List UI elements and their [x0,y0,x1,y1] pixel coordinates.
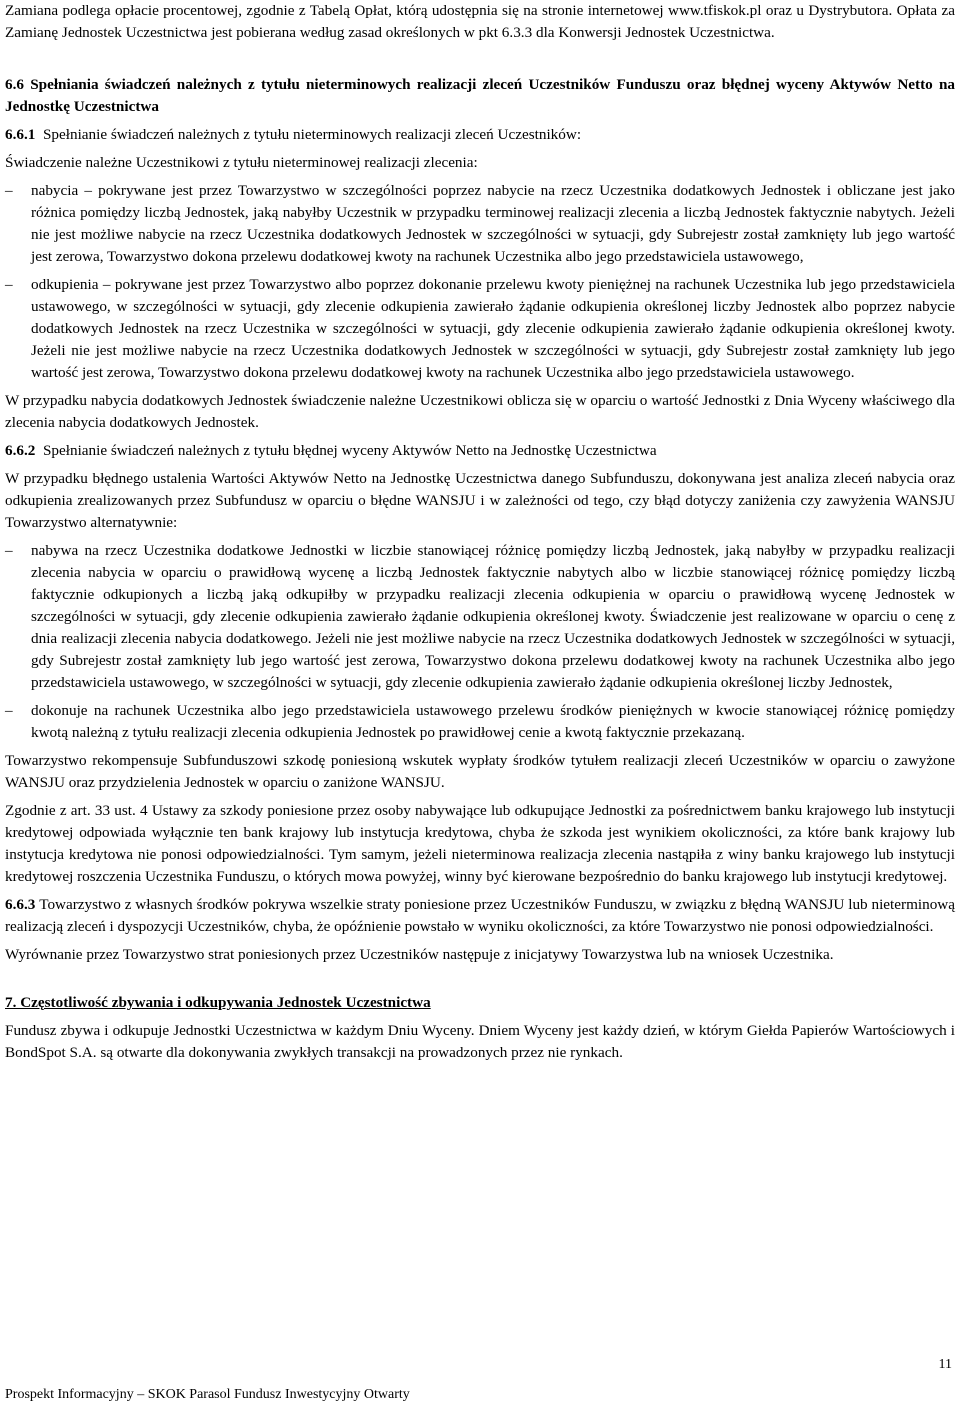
paragraph-swiadczenie: Świadczenie należne Uczestnikowi z tytułu nieterminowej realizacji zlecenia: [5,154,478,171]
intro-paragraph: Zamiana podlega opłacie procentowej, zgodnie z Tabelą Opłat, którą udostępnia się na stronie internetowej www.tfiskok.pl oraz u Dystrybutora. Opłata za Zamianę Jednostek Uczestnictwa jest pobierana według zasad określonych w pkt 6.3.3 dla Konwersji Jednostek Uczestnictwa. [5,2,955,41]
subsection-number: 6.6.2 [5,442,36,459]
document-page [5,0,955,1064]
subsection-title: Spełnianie świadczeń należnych z tytułu nieterminowych realizacji zleceń Uczestników: [42,126,582,143]
paragraph-wyrownanie: Wyrównanie przez Towarzystwo strat poniesionych przez Uczestników następuje z inicjatywy Towarzystwa lub na wniosek Uczestnika. [5,946,834,963]
page-footer [0,1384,960,1404]
bullet-dash: – [5,182,13,199]
list-item-text: dokonuje na rachunek Uczestnika albo jego przedstawiciela ustawowego przelewu środków pieniężnych w kwocie stanowiącej różnicę pomiędzy kwotą należną z tytułu realizacji zlecenia odkupienia Jednostek po prawidłowej cenie a kwotą faktycznie przekazaną. [31,702,955,741]
paragraph-nabycie-dodatkowych: W przypadku nabycia dodatkowych Jednostek świadczenie należne Uczestnikowi oblicza się w oparciu o wartość Jednostki z Dnia Wyceny właściwego dla zlecenia nabycia dodatkowych Jednostek. [5,392,955,431]
list-item [5,540,955,694]
bullet-dash: – [5,542,13,559]
paragraph-art-33: Zgodnie z art. 33 ust. 4 Ustawy za szkody poniesione przez osoby nabywające lub odkupujące Jednostki za pośrednictwem banku krajowego lub instytucji kredytowej odpowiada wyłącznie ten bank krajowy lub instytucja kredytowa, chyba że szkoda jest wynikiem okoliczności, za które bank krajowy lub instytucja kredytowa nie ponosi odpowiedzialności. Tym samym, jeżeli nieterminowa realizacja zlecenia nastąpiła z winy banku krajowego lub instytucji kredytowej roszczenia Uczestnika Funduszu, o których mowa powyżej, winny być kierowane bezpośrednio do banku krajowego lub instytucji kredytowej. [5,802,955,885]
bullet-dash: – [5,276,13,293]
list-item-text: nabycia – pokrywane jest przez Towarzystwo w szczególności poprzez nabycie na rzecz Uczestnika dodatkowych Jednostek i obliczane jest jako różnica pomiędzy liczbą Jednostek, jaką nabyłby Uczestnik w przypadku terminowej realizacji zlecenia a liczbą Jednostek faktycznie nabytych. Jeżeli nie jest możliwe nabycie na rzecz Uczestnika dodatkowych Jednostek w szczególności w sytuacji, gdy Subrejestr został zamknięty lub jego wartość jest zerowa, Towarzystwo dokona przelewu dodatkowej kwoty na rachunek Uczestnika albo jego przedstawiciela ustawowego, [31,182,955,265]
paragraph-rekompensuje: Towarzystwo rekompensuje Subfunduszowi szkodę poniesioną wskutek wypłaty środków tytułem realizacji zleceń Uczestników w oparciu o zawyżone WANSJU oraz przydzielenia Jednostek w oparciu o zaniżone WANSJU. [5,752,955,791]
list-item [5,180,955,268]
paragraph-bledna-wycena: W przypadku błędnego ustalenia Wartości Aktywów Netto na Jednostkę Uczestnictwa danego Subfunduszu, dokonywana jest analiza zleceń nabycia oraz odkupienia zrealizowanych przez Subfundusz w oparciu o błędne WANSJU i w zależności od tego, czy błąd dotyczy zaniżenia czy zawyżenia WANSJU Towarzystwo alternatywnie: [5,470,955,531]
list-item-text: nabywa na rzecz Uczestnika dodatkowe Jednostki w liczbie stanowiącej różnicę pomiędzy liczbą Jednostek, jaką nabyłby w przypadku realizacji zlecenia nabycia w oparciu o prawidłową wycenę a liczbą Jednostek faktycznie nabytych albo w liczbie stanowiącej różnicę pomiędzy liczbą faktycznie odkupionych a liczbą jaką odkupiłby w przypadku realizacji zlecenia odkupienia w oparciu o prawidłową wycenę Jednostek w szczególności w sytuacji, gdy zlecenie odkupienia zawierało żądanie odkupienia określonej kwoty. Świadczenie jest realizowane w oparciu o cenę z dnia realizacji zlecenia nabycia dodatkowego. Jeżeli nie jest możliwe nabycie na rzecz Uczestnika dodatkowych Jednostek w szczególności w sytuacji, gdy Subrejestr został zamknięty lub jego wartość jest zerowa, Towarzystwo dokona przelewu dodatkowej kwoty na rachunek Uczestnika albo jego przedstawiciela ustawowego, w szczególności w sytuacji, gdy zlecenie odkupienia zawierało żądanie odkupienia określonej liczby Jednostek, [31,542,955,691]
subsection-6-6-2 [5,440,955,462]
subsection-number: 6.6.1 [5,126,36,143]
subsection-number: 6.6.3 [5,896,36,913]
section-heading-7-text: 7. Częstotliwość zbywania i odkupywania Jednostek Uczestnictwa [5,994,431,1011]
bullet-dash: – [5,702,13,719]
section-heading-6-6: 6.6 Spełniania świadczeń należnych z tytułu nieterminowych realizacji zleceń Uczestników Funduszu oraz błędnej wyceny Aktywów Netto na Jednostkę Uczestnictwa [5,76,955,115]
subsection-6-6-3 [5,894,955,938]
paragraph-7: Fundusz zbywa i odkupuje Jednostki Uczestnictwa w każdym Dniu Wyceny. Dniem Wyceny jest każdy dzień, w którym Giełda Papierów Wartościowych i BondSpot S.A. są otwarte dla dokonywania zwykłych transakcji na prowadzonych przez nie rynkach. [5,1022,955,1061]
page-number: 11 [938,1357,952,1372]
list-item [5,274,955,384]
list-item-text: odkupienia – pokrywane jest przez Towarzystwo albo poprzez dokonanie przelewu kwoty pieniężnej na rachunek Uczestnika lub jego przedstawiciela ustawowego, w szczególności w sytuacji, gdy zlecenie odkupienia zawierało żądanie odkupienia określonej liczby Jednostek albo poprzez nabycie dodatkowych Jednostek na rzecz Uczestnika w szczególności w sytuacji, gdy zlecenie odkupienia zawierało żądanie odkupienia określonej kwoty. Jeżeli nie jest możliwe nabycie na rzecz Uczestnika dodatkowych Jednostek w szczególności w sytuacji, gdy Subrejestr został zamknięty lub jego wartość jest zerowa, Towarzystwo dokona przelewu dodatkowej kwoty na rachunek Uczestnika albo jego przedstawiciela ustawowego. [31,276,955,381]
subsection-text: Towarzystwo z własnych środków pokrywa wszelkie straty poniesione przez Uczestników Funduszu, w związku z błędną WANSJU lub nieterminową realizacją zleceń i dyspozycji Uczestników, chyba, że opóźnienie powstało w wyniku okoliczności, za które Towarzystwo nie ponosi odpowiedzialności. [5,896,955,935]
subsection-title: Spełnianie świadczeń należnych z tytułu błędnej wyceny Aktywów Netto na Jednostkę Uczestnictwa [42,442,657,459]
footer-title: Prospekt Informacyjny – SKOK Parasol Fundusz Inwestycyjny Otwarty [5,1387,410,1402]
list-item [5,700,955,744]
subsection-6-6-1 [5,124,955,146]
section-heading-7 [5,992,955,1014]
